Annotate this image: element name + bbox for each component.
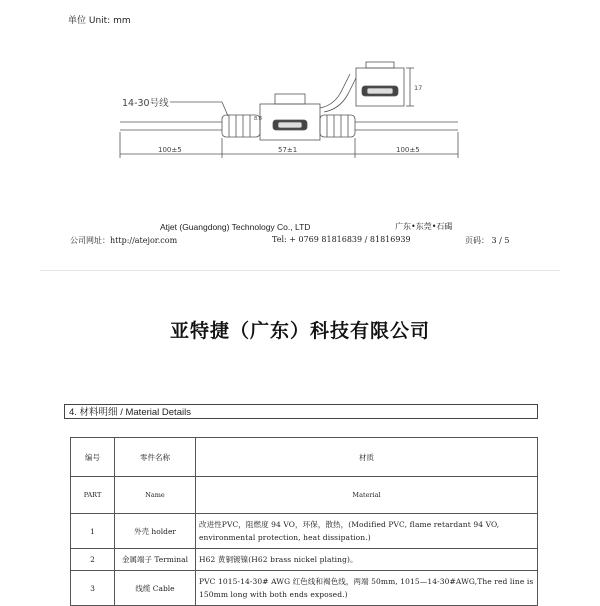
row-material: 改进性PVC，阻燃度 94 VO，环保，散热，(Modified PVC, flame retardant 94 VO, environmental protection, heat dissipation.) bbox=[196, 514, 538, 549]
row-part-name: 外壳 holder bbox=[115, 514, 196, 549]
page-number: 页码： 3 / 5 bbox=[465, 236, 510, 245]
dim-right-label: 100±5 bbox=[396, 146, 420, 154]
page-title: 亚特捷（广东）科技有限公司 bbox=[169, 320, 430, 342]
company-tel: Tel: + 0769 81816839 / 81816939 bbox=[272, 235, 411, 244]
table-header-row bbox=[71, 438, 538, 477]
row-number: 1 bbox=[71, 514, 115, 549]
row-material: H62 黄铜镀镍(H62 brass nickel plating)。 bbox=[196, 549, 538, 571]
row-number: 3 bbox=[71, 571, 115, 606]
table-row bbox=[71, 514, 538, 549]
company-address: 广东•东莞•石碣 bbox=[395, 222, 453, 231]
material-table bbox=[70, 437, 538, 606]
subheader-name: Name bbox=[115, 477, 196, 514]
table-row bbox=[71, 549, 538, 571]
company-name-en: Atjet (Guangdong) Technology Co., LTD bbox=[160, 222, 311, 232]
section-heading: 4. 材料明细 / Material Details bbox=[64, 404, 538, 419]
row-material: PVC 1015-14-30# AWG 红色线和褐色线，两端 50mm, 1015—14-30#AWG,The red line is 150mm long with both ends exposed.) bbox=[196, 571, 538, 606]
header-part-name: 零件名称 bbox=[115, 438, 196, 477]
wire-label: 14-30号线 bbox=[122, 98, 169, 109]
dim-height-label: 17 bbox=[414, 84, 423, 92]
page-divider bbox=[40, 270, 560, 271]
subheader-part: PART bbox=[71, 477, 115, 514]
unit-label: 单位 Unit: mm bbox=[68, 16, 131, 26]
dim-small-label: 8.8 bbox=[254, 116, 262, 122]
header-material: 材质 bbox=[196, 438, 538, 477]
dim-left-label: 100±5 bbox=[158, 146, 182, 154]
company-website: 公司网址：http://atejor.com bbox=[70, 236, 178, 245]
table-row bbox=[71, 571, 538, 606]
dim-mid-label: 57±1 bbox=[278, 146, 298, 154]
header-number: 编号 bbox=[71, 438, 115, 477]
table-subheader-row bbox=[71, 477, 538, 514]
row-part-name: 金属端子 Terminal bbox=[115, 549, 196, 571]
technical-drawing bbox=[110, 60, 550, 170]
row-number: 2 bbox=[71, 549, 115, 571]
subheader-material: Material bbox=[196, 477, 538, 514]
row-part-name: 线缆 Cable bbox=[115, 571, 196, 606]
